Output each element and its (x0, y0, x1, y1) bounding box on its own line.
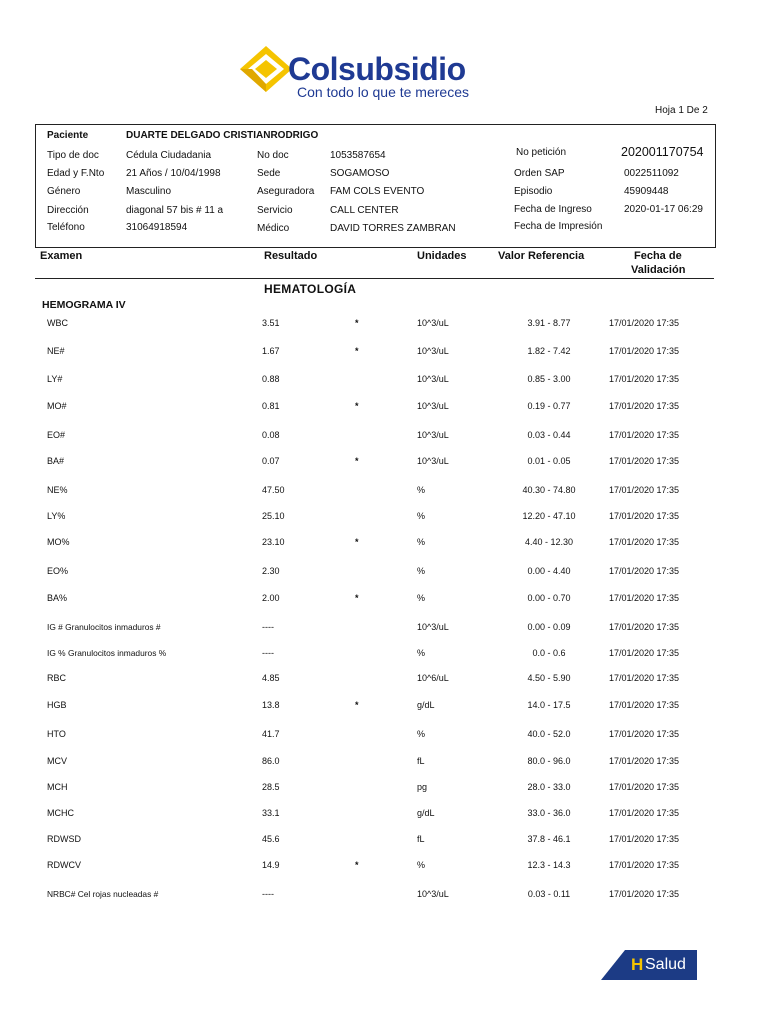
result-value: 45.6 (262, 834, 280, 844)
table-row (0, 673, 768, 687)
brand-tagline: Con todo lo que te mereces (297, 84, 469, 100)
table-row (0, 485, 768, 499)
table-row (0, 622, 768, 636)
table-row (0, 346, 768, 360)
validation-date: 17/01/2020 17:35 (609, 756, 680, 766)
exam-name: LY% (47, 511, 66, 521)
unit: % (417, 537, 426, 547)
reference-range: 4.40 - 12.30 (524, 537, 574, 547)
exam-name: WBC (47, 318, 68, 328)
table-row (0, 700, 768, 714)
medico-label: Médico (257, 223, 290, 234)
exam-name: NE% (47, 485, 68, 495)
abnormal-flag: * (355, 537, 359, 547)
validation-date: 17/01/2020 17:35 (609, 834, 680, 844)
col-resultado: Resultado (264, 250, 318, 262)
result-value: 0.88 (262, 374, 280, 384)
exam-name: HGB (47, 700, 67, 710)
table-row (0, 537, 768, 551)
salud-logo-text: Salud (645, 956, 686, 973)
fecha-impresion-label: Fecha de Impresión (514, 221, 603, 232)
result-value: 33.1 (262, 808, 280, 818)
reference-range: 0.03 - 0.11 (527, 889, 571, 899)
validation-date: 17/01/2020 17:35 (609, 511, 680, 521)
result-value: 23.10 (262, 537, 285, 547)
result-value: 28.5 (262, 782, 280, 792)
result-value: 2.30 (262, 566, 280, 576)
exam-name: EO% (47, 566, 69, 576)
unit: fL (417, 834, 425, 844)
table-row (0, 808, 768, 822)
validation-date: 17/01/2020 17:35 (609, 808, 680, 818)
validation-date: 17/01/2020 17:35 (609, 782, 680, 792)
table-row (0, 593, 768, 607)
exam-name: MCHC (47, 808, 74, 818)
exam-name: RDWSD (47, 834, 81, 844)
table-row (0, 834, 768, 848)
reference-range: 0.19 - 0.77 (527, 401, 571, 411)
abnormal-flag: * (355, 593, 359, 603)
unit: % (417, 648, 426, 658)
edad-label: Edad y F.Nto (47, 168, 105, 179)
unit: pg (417, 782, 428, 792)
result-value: 41.7 (262, 729, 280, 739)
tipo-doc-label: Tipo de doc (47, 150, 99, 161)
reference-range: 12.20 - 47.10 (522, 511, 576, 521)
result-value: ---- (262, 889, 274, 899)
unit: 10^3/uL (417, 318, 449, 328)
validation-date: 17/01/2020 17:35 (609, 860, 680, 870)
unit: fL (417, 756, 425, 766)
table-row (0, 566, 768, 580)
orden-sap-label: Orden SAP (514, 168, 565, 179)
unit: % (417, 860, 426, 870)
servicio-label: Servicio (257, 205, 293, 216)
unit: 10^6/uL (417, 673, 449, 683)
salud-logo-cut (601, 950, 625, 980)
table-row (0, 456, 768, 470)
col-unidades: Unidades (417, 250, 467, 262)
sede-value: SOGAMOSO (330, 168, 390, 179)
aseguradora-value: FAM COLS EVENTO (330, 186, 425, 197)
exam-name: EO# (47, 430, 66, 440)
reference-range: 37.8 - 46.1 (527, 834, 571, 844)
table-row (0, 782, 768, 796)
reference-range: 4.50 - 5.90 (527, 673, 571, 683)
table-row (0, 648, 768, 662)
reference-range: 0.85 - 3.00 (527, 374, 571, 384)
validation-date: 17/01/2020 17:35 (609, 566, 680, 576)
paciente-value: DUARTE DELGADO CRISTIANRODRIGO (126, 130, 319, 141)
genero-label: Género (47, 186, 81, 197)
reference-range: 0.0 - 0.6 (532, 648, 566, 658)
result-value: ---- (262, 622, 274, 632)
reference-range: 0.01 - 0.05 (527, 456, 571, 466)
validation-date: 17/01/2020 17:35 (609, 648, 680, 658)
abnormal-flag: * (355, 318, 359, 328)
reference-range: 12.3 - 14.3 (527, 860, 571, 870)
abnormal-flag: * (355, 700, 359, 710)
exam-name: NRBC# Cel rojas nucleadas # (47, 889, 159, 899)
unit: % (417, 485, 426, 495)
table-row (0, 318, 768, 332)
unit: 10^3/uL (417, 889, 449, 899)
brand-name: Colsubsidio (288, 51, 466, 87)
result-value: 14.9 (262, 860, 280, 870)
exam-name: IG % Granulocitos inmaduros % (47, 648, 167, 658)
reference-range: 0.00 - 0.09 (527, 622, 571, 632)
exam-name: MCH (47, 782, 68, 792)
colsubsidio-logo-icon (240, 46, 292, 92)
table-row (0, 756, 768, 770)
validation-date: 17/01/2020 17:35 (609, 430, 680, 440)
page-indicator: Hoja 1 De 2 (655, 105, 708, 116)
episodio-label: Episodio (514, 186, 553, 197)
validation-date: 17/01/2020 17:35 (609, 673, 680, 683)
abnormal-flag: * (355, 456, 359, 466)
exam-name: BA# (47, 456, 65, 466)
result-value: 86.0 (262, 756, 280, 766)
group-title: HEMOGRAMA IV (42, 299, 126, 311)
result-value: 1.67 (262, 346, 280, 356)
unit: 10^3/uL (417, 401, 449, 411)
unit: % (417, 729, 426, 739)
validation-date: 17/01/2020 17:35 (609, 346, 680, 356)
unit: 10^3/uL (417, 430, 449, 440)
reference-range: 28.0 - 33.0 (527, 782, 571, 792)
result-value: 2.00 (262, 593, 280, 603)
unit: g/dL (417, 808, 435, 818)
medico-value: DAVID TORRES ZAMBRAN (330, 223, 456, 234)
edad-value: 21 Años / 10/04/1998 (126, 168, 221, 179)
exam-name: MCV (47, 756, 67, 766)
exam-name: RDWCV (47, 860, 81, 870)
validation-date: 17/01/2020 17:35 (609, 537, 680, 547)
exam-name: NE# (47, 346, 65, 356)
orden-sap-value: 0022511092 (624, 168, 679, 179)
exam-name: BA% (47, 593, 68, 603)
unit: 10^3/uL (417, 456, 449, 466)
reference-range: 80.0 - 96.0 (527, 756, 571, 766)
reference-range: 0.00 - 4.40 (527, 566, 571, 576)
reference-range: 0.00 - 0.70 (527, 593, 571, 603)
validation-date: 17/01/2020 17:35 (609, 485, 680, 495)
telefono-label: Teléfono (47, 222, 85, 233)
telefono-value: 31064918594 (126, 222, 188, 233)
no-doc-label: No doc (257, 150, 289, 161)
col-fecha-line1: Fecha de (634, 250, 682, 262)
validation-date: 17/01/2020 17:35 (609, 889, 680, 899)
result-value: 0.81 (262, 401, 280, 411)
peticion-label: No petición (516, 147, 567, 158)
validation-date: 17/01/2020 17:35 (609, 700, 680, 710)
reference-range: 40.30 - 74.80 (522, 485, 576, 495)
exam-name: MO# (47, 401, 67, 411)
result-value: 3.51 (262, 318, 280, 328)
abnormal-flag: * (355, 346, 359, 356)
reference-range: 14.0 - 17.5 (527, 700, 571, 710)
episodio-value: 45909448 (624, 186, 669, 197)
unit: % (417, 593, 426, 603)
validation-date: 17/01/2020 17:35 (609, 401, 680, 411)
result-value: 47.50 (262, 485, 285, 495)
validation-date: 17/01/2020 17:35 (609, 729, 680, 739)
salud-h-icon: H (631, 955, 644, 974)
direccion-label: Dirección (47, 205, 89, 216)
sede-label: Sede (257, 168, 281, 179)
result-value: 0.07 (262, 456, 280, 466)
table-row (0, 729, 768, 743)
result-value: 13.8 (262, 700, 280, 710)
servicio-value: CALL CENTER (330, 205, 399, 216)
validation-date: 17/01/2020 17:35 (609, 622, 680, 632)
tipo-doc-value: Cédula Ciudadania (126, 150, 212, 161)
reference-range: 33.0 - 36.0 (527, 808, 571, 818)
result-value: 0.08 (262, 430, 280, 440)
validation-date: 17/01/2020 17:35 (609, 318, 680, 328)
reference-range: 0.03 - 0.44 (527, 430, 571, 440)
unit: % (417, 566, 426, 576)
section-title: HEMATOLOGÍA (264, 282, 357, 296)
exam-name: HTO (47, 729, 66, 739)
reference-range: 40.0 - 52.0 (527, 729, 571, 739)
reference-range: 3.91 - 8.77 (527, 318, 571, 328)
fecha-ingreso-value: 2020-01-17 06:29 (624, 204, 703, 215)
result-value: 4.85 (262, 673, 280, 683)
col-referencia: Valor Referencia (498, 250, 585, 262)
unit: 10^3/uL (417, 374, 449, 384)
abnormal-flag: * (355, 860, 359, 870)
table-row (0, 430, 768, 444)
peticion-value: 202001170754 (621, 145, 704, 159)
validation-date: 17/01/2020 17:35 (609, 456, 680, 466)
result-value: 25.10 (262, 511, 285, 521)
table-row (0, 374, 768, 388)
exam-name: MO% (47, 537, 70, 547)
unit: 10^3/uL (417, 346, 449, 356)
validation-date: 17/01/2020 17:35 (609, 374, 680, 384)
col-fecha-line2: Validación (631, 264, 686, 276)
table-row (0, 889, 768, 903)
unit: 10^3/uL (417, 622, 449, 632)
table-row (0, 511, 768, 525)
unit: % (417, 511, 426, 521)
paciente-label: Paciente (47, 130, 89, 141)
exam-name: IG # Granulocitos inmaduros # (47, 622, 161, 632)
result-value: ---- (262, 648, 274, 658)
reference-range: 1.82 - 7.42 (527, 346, 571, 356)
abnormal-flag: * (355, 401, 359, 411)
genero-value: Masculino (126, 186, 172, 197)
validation-date: 17/01/2020 17:35 (609, 593, 680, 603)
unit: g/dL (417, 700, 435, 710)
no-doc-value: 1053587654 (330, 150, 386, 161)
table-row (0, 860, 768, 874)
table-row (0, 401, 768, 415)
header-divider (35, 278, 714, 279)
fecha-ingreso-label: Fecha de Ingreso (514, 204, 592, 215)
exam-name: RBC (47, 673, 67, 683)
aseguradora-label: Aseguradora (257, 186, 315, 197)
exam-name: LY# (47, 374, 63, 384)
col-examen: Examen (40, 250, 83, 262)
direccion-value: diagonal 57 bis # 11 a (126, 205, 224, 216)
